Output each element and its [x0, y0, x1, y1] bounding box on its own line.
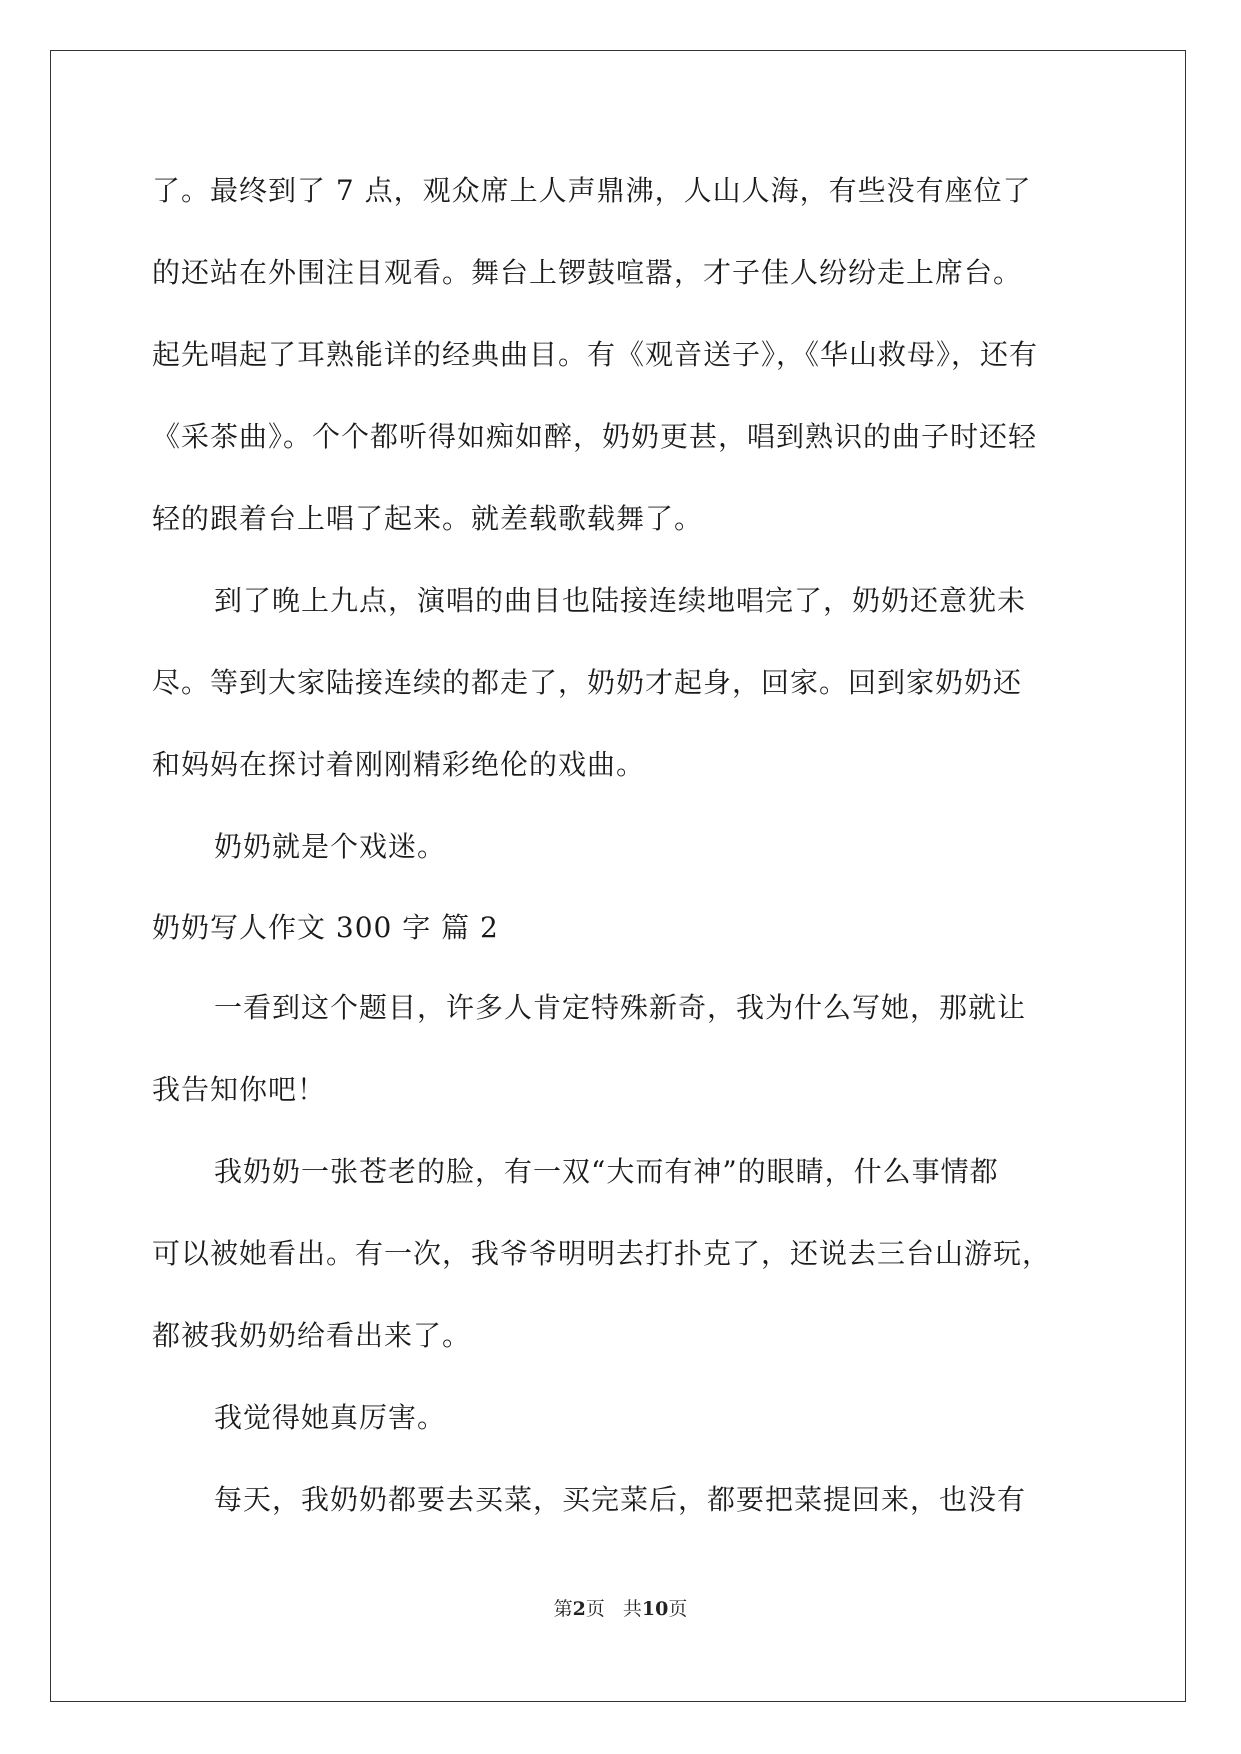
text-line: 起先唱起了耳熟能详的经典曲目。有《观音送子》，《华山救母》，还有 — [152, 338, 1039, 371]
total-suffix: 页 — [668, 1598, 688, 1620]
text-line: 我告知你吧！ — [152, 1073, 327, 1106]
paragraph-start-line: 一看到这个题目，许多人肯定特殊新奇，我为什么写她，那就让 — [214, 991, 1027, 1024]
page-prefix: 第 — [553, 1598, 573, 1620]
paragraph-start-line: 奶奶就是个戏迷。 — [214, 830, 447, 863]
document-body — [152, 150, 1092, 1541]
text-line: 和妈妈在探讨着刚刚精彩绝伦的戏曲。 — [152, 748, 646, 781]
text-line: 尽。等到大家陆接连续的都走了，奶奶才起身，回家。回到家奶奶还 — [152, 666, 1023, 699]
paragraph-start-line: 到了晚上九点，演唱的曲目也陆接连续地唱完了，奶奶还意犹未 — [214, 584, 1027, 617]
page-number: 2 — [572, 1598, 586, 1620]
page-footer — [0, 1594, 1241, 1621]
text-line: 《采茶曲》。个个都听得如痴如醉，奶奶更甚，唱到熟识的曲子时还轻 — [152, 420, 1038, 453]
text-line: 都被我奶奶给看出来了。 — [152, 1319, 472, 1352]
paragraph-start-line: 我奶奶一张苍老的脸，有一双“大而有神”的眼睛，什么事情都 — [214, 1155, 999, 1188]
text-line: 了。最终到了 7 点，观众席上人声鼎沸，人山人海，有些没有座位了 — [152, 174, 1032, 207]
total-pages: 10 — [641, 1598, 669, 1620]
text-line: 轻的跟着台上唱了起来。就差载歌载舞了。 — [152, 502, 704, 535]
section-heading: 奶奶写人作文 300 字 篇 2 — [152, 911, 499, 944]
paragraph-start-line: 每天，我奶奶都要去买菜，买完菜后，都要把菜提回来，也没有 — [214, 1483, 1027, 1516]
text-line: 的还站在外围注目观看。舞台上锣鼓喧嚣，才子佳人纷纷走上席台。 — [152, 256, 1023, 289]
paragraph-start-line: 我觉得她真厉害。 — [214, 1401, 447, 1434]
text-line: 可以被她看出。有一次，我爷爷明明去打扑克了，还说去三台山游玩， — [152, 1237, 1052, 1270]
page-suffix: 页 — [585, 1598, 605, 1620]
total-prefix: 共 — [622, 1598, 642, 1620]
